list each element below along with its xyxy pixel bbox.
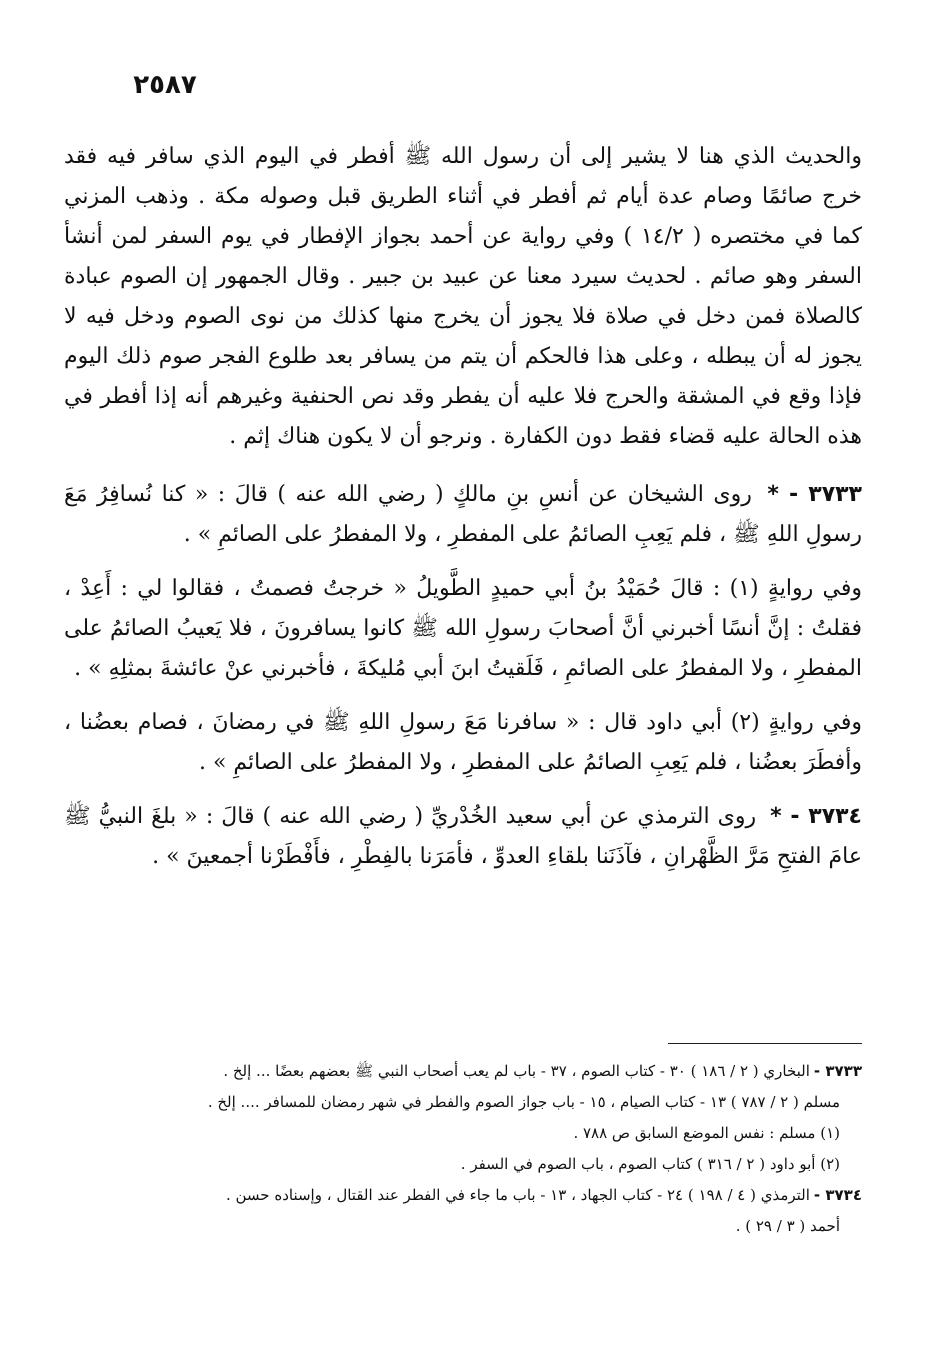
- hadith-number: ٣٧٣٣ - *: [767, 482, 862, 507]
- footnote-3733-cont: مسلم ( ٢ / ٧٨٧ ) ١٣ - كتاب الصيام ، ١٥ - باب جواز الصوم والفطر في شهر رمضان للمسافر .... إلخ .: [207, 1093, 840, 1111]
- footnote-2: (٢) أبو داود ( ٢ / ٣١٦ ) كتاب الصوم ، باب الصوم في السفر .: [460, 1155, 840, 1173]
- footnote-3734-cont: أحمد ( ٣ / ٢٩ ) .: [735, 1217, 840, 1235]
- hadith-text: روى الشيخان عن أنسِ بنِ مالكٍ ( رضي الله عنه ) قالَ : « كنا نُسافِرُ مَعَ رسولِ اللهِ ﷺ ، فلم يَعِبِ الصائمُ على المفطرِ ، ولا المفطرُ على الصائمِ » .: [64, 482, 862, 547]
- page-number: ٢٥٨٧: [133, 70, 197, 100]
- commentary-paragraph: والحديث الذي هنا لا يشير إلى أن رسول الله ﷺ أفطر في اليوم الذي سافر فيه فقد خرج صائمًا وصام عدة أيام ثم أفطر في أثناء الطريق قبل وصوله مكة . وذهب المزني كما في مختصره ( ١٤/٢ ) وفي رواية عن أحمد بجواز الإفطار في يوم السفر لمن أنشأ السفر وهو صائم . لحديث سيرد معنا عن عبيد بن جبير . وقال الجمهور إن الصوم عبادة كالصلاة فمن دخل في صلاة فلا يجوز أن يخرج منها كذلك من نوى الصوم ودخل فيه لا يجوز له أن يبطله ، وعلى هذا فالحكم أن يتم من يسافر بعد طلوع الفجر صوم ذلك اليوم فإذا وقع في المشقة والحرج فلا عليه أن يفطر وقد نص الحنفية وغيرهم أنه إذا أفطر في هذه الحالة عليه قضاء فقط دون الكفارة . ونرجو أن لا يكون هناك إثم .: [64, 144, 863, 449]
- footnote-1: (١) مسلم : نفس الموضع السابق ص ٧٨٨ .: [573, 1124, 840, 1142]
- main-text: [64, 137, 862, 891]
- narration-2: وفي روايةٍ (٢) أبي داود قال : « سافرنا مَعَ رسولِ اللهِ ﷺ في رمضانَ ، فصام بعضُنا ، وأفطَرَ بعضُنا ، فلم يَعِبِ الصائمُ على المفطرِ ، ولا المفطرُ على الصائمِ » .: [64, 710, 862, 775]
- footnote-number: ٣٧٣٤ -: [813, 1186, 862, 1204]
- footnote-3734: [64, 1180, 862, 1211]
- footnote-text: الترمذي ( ٤ / ١٩٨ ) ٢٤ - كتاب الجهاد ، ١٣ - باب ما جاء في الفطر عند القتال ، وإسناده حسن .: [225, 1186, 810, 1204]
- footnote-divider: [668, 1043, 862, 1044]
- hadith-3734: [64, 797, 862, 877]
- hadith-text: روى الترمذي عن أبي سعيد الخُدْريِّ ( رضي الله عنه ) قالَ : « بلغَ النبيُّ ﷺ عامَ الفتحِ مَرَّ الظَّهْرانِ ، فآذَنَنا بلقاءِ العدوِّ ، فأمَرَنا بالفِطْرِ ، فأَفْطَرْنا أجمعينَ » .: [64, 804, 862, 869]
- footnote-text: البخاري ( ٢ / ١٨٦ ) ٣٠ - كتاب الصوم ، ٣٧ - باب لم يعب أصحاب النبي ﷺ بعضهم بعضًا ... إلخ .: [223, 1062, 810, 1080]
- narration-1: وفي روايةٍ (١) : قالَ حُمَيْدُ بنُ أبي حميدٍ الطَّويلُ « خرجتُ فصمتُ ، فقالوا لي : أَعِدْ ، فقلتُ : إنَّ أنسًا أخبرني أنَّ أصحابَ رسولِ الله ﷺ كانوا يسافرونَ ، فلا يَعيبُ الصائمُ على المفطرِ ، ولا المفطرُ على الصائمِ ، فَلَقيتُ ابنَ أبي مُليكةَ ، فأخبرني عنْ عائشةَ بمثلِهِ » .: [64, 576, 863, 681]
- footnote-number: ٣٧٣٣ -: [813, 1062, 862, 1080]
- hadith-number: ٣٧٣٤ - *: [770, 804, 862, 829]
- footnote-3733: [64, 1056, 862, 1087]
- footnotes: [64, 1056, 862, 1242]
- hadith-3733: [64, 475, 862, 555]
